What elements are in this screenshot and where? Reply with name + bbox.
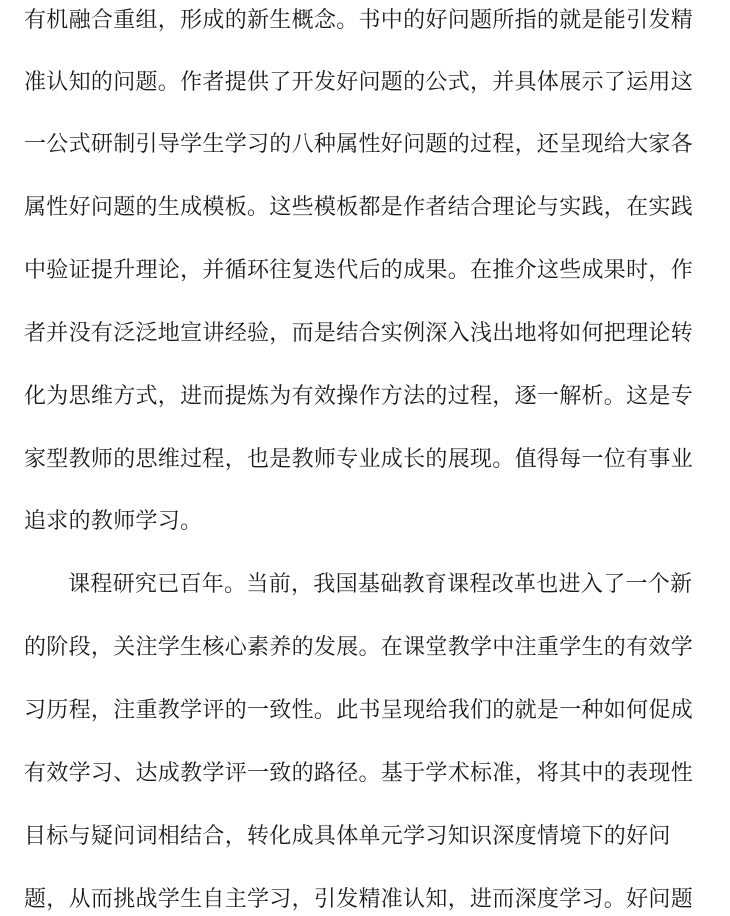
text-line: 有效学习、达成教学评一致的路径。基于学术标准，将其中的表现性 xyxy=(24,761,694,786)
text-line: 追求的教师学习。 xyxy=(24,509,203,534)
text-line: 中验证提升理论，并循环往复迭代后的成果。在推介这些成果时，作 xyxy=(24,258,694,283)
text-line: 一公式研制引导学生学习的八种属性好问题的过程，还呈现给大家各 xyxy=(24,132,694,157)
text-line: 准认知的问题。作者提供了开发好问题的公式，并具体展示了运用这 xyxy=(24,70,694,95)
text-line: 化为思维方式，进而提炼为有效操作方法的过程，逐一解析。这是专 xyxy=(24,384,694,409)
text-line: 家型教师的思维过程，也是教师专业成长的展现。值得每一位有事业 xyxy=(24,447,694,472)
text-line: 课程研究已百年。当前，我国基础教育课程改革也进入了一个新 xyxy=(68,572,693,597)
text-line: 目标与疑问词相结合，转化成具体单元学习知识深度情境下的好问 xyxy=(24,824,671,849)
text-line: 习历程，注重教学评的一致性。此书呈现给我们的就是一种如何促成 xyxy=(24,698,694,723)
text-line: 题，从而挑战学生自主学习，引发精准认知，进而深度学习。好问题 xyxy=(24,887,694,912)
text-line: 者并没有泛泛地宣讲经验，而是结合实例深入浅出地将如何把理论转 xyxy=(24,321,694,346)
text-line: 属性好问题的生成模板。这些模板都是作者结合理论与实践，在实践 xyxy=(24,195,694,220)
text-line: 有机融合重组，形成的新生概念。书中的好问题所指的就是能引发精 xyxy=(24,8,694,33)
text-line: 的阶段，关注学生核心素养的发展。在课堂教学中注重学生的有效学 xyxy=(24,635,694,660)
